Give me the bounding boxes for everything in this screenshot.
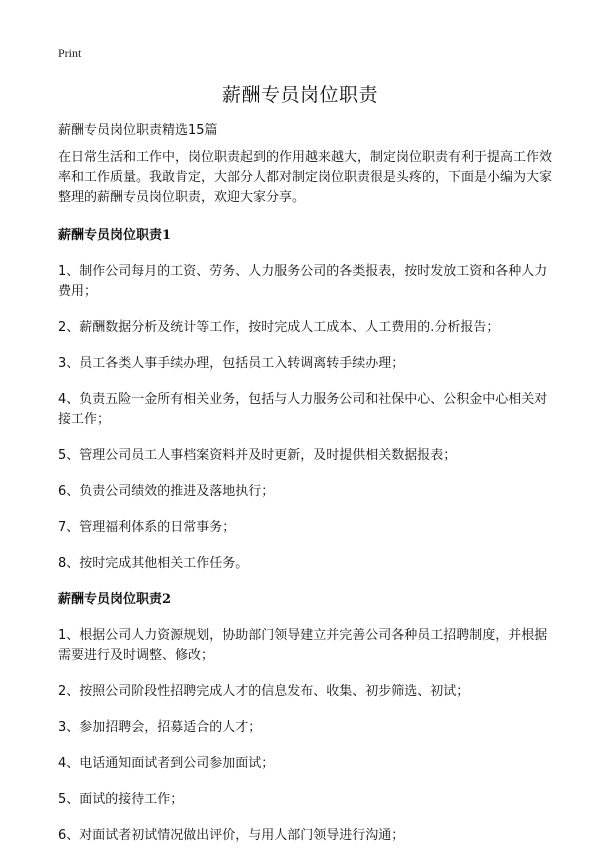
list-item: 1、根据公司人力资源规划，协助部门领导建立并完善公司各种员工招聘制度，并根据需要进行及时调整、修改； <box>58 628 548 663</box>
list-item: 5、管理公司员工人事档案资料并及时更新，及时提供相关数据报表； <box>58 448 457 463</box>
document-title: 薪酬专员岗位职责 <box>221 84 378 106</box>
list-item: 4、负责五险一金所有相关业务，包括与人力服务公司和社保中心、公积金中心相关对接工作； <box>58 392 548 427</box>
list-item: 4、电话通知面试者到公司参加面试； <box>58 756 275 771</box>
list-item: 3、参加招聘会，招募适合的人才； <box>58 720 262 735</box>
document-subtitle: 薪酬专员岗位职责精选15篇 <box>58 123 218 138</box>
print-link[interactable]: Print <box>58 46 82 60</box>
list-item: 2、按照公司阶段性招聘完成人才的信息发布、收集、初步筛选、初试； <box>58 684 470 699</box>
list-item: 5、面试的接待工作； <box>58 792 184 807</box>
list-item: 7、管理福利体系的日常事务； <box>58 520 236 535</box>
list-item: 2、薪酬数据分析及统计等工作，按时完成人工成本、人工费用的.分析报告； <box>58 320 500 335</box>
list-item: 6、负责公司绩效的推进及落地执行； <box>58 484 275 499</box>
section-heading-1: 薪酬专员岗位职责1 <box>58 228 172 243</box>
document-content <box>58 148 552 862</box>
list-item: 1、制作公司每月的工资、劳务、人力服务公司的各类报表，按时发放工资和各种人力费用； <box>58 264 548 299</box>
list-item: 3、员工各类人事手续办理，包括员工入转调离转手续办理； <box>58 356 405 371</box>
list-item: 8、按时完成其他相关工作任务。 <box>58 556 249 571</box>
intro-paragraph: 在日常生活和工作中，岗位职责起到的作用越来越大，制定岗位职责有利于提高工作效率和工作质量。我敢肯定，大部分人都对制定岗位职责很是头疼的，下面是小编为大家整理的薪酬专员岗位职责，欢迎大家分享。 <box>58 150 553 205</box>
list-item: 6、对面试者初试情况做出评价，与用人部门领导进行沟通； <box>58 828 405 843</box>
section-heading-2: 薪酬专员岗位职责2 <box>58 592 172 607</box>
